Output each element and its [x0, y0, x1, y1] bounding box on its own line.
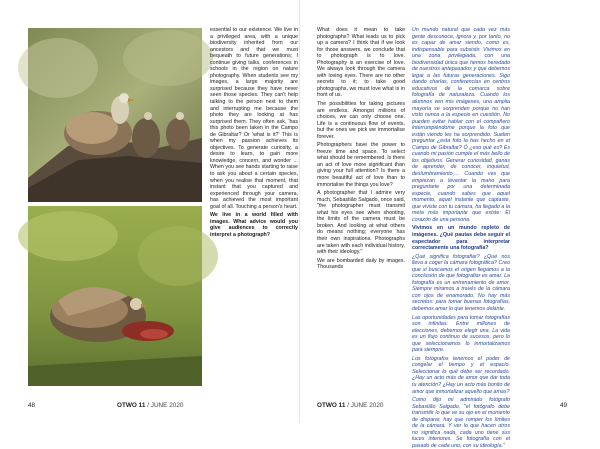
es-paragraph: Como dijo mi admirado fotógrafo Sebastião Salgado, "el fotógrafo debe transmitir lo que ve su ojo en el momento de disparar, hay que romper los límites de la cámara. Y ver lo que hacen otros no significa nada, cada uno tiene sus luces interiores. Se fotografía con el pasado de cada uno, con su ideología." — [412, 397, 510, 449]
photo-vulture-feeding-in-grass — [28, 206, 202, 386]
en-question: We live in a world filled with images. What advice would you give audiences to correctly interpret a photograph? — [210, 212, 298, 238]
article-column-english — [210, 27, 298, 389]
issue-date-right: JUNE 2020 — [350, 402, 384, 409]
article-column-english-continued — [317, 27, 405, 389]
issue-date-left: JUNE 2020 — [150, 402, 184, 409]
es-question: Vivimos en un mundo repleto de imágenes. ¿Qué pautas debe seguir el espectador para interpretar correctamente una fotografía? — [412, 225, 510, 252]
en-paragraph: Photographers have the power to freeze time and space. To select what should be remembered. Is there an act of love more significant than giving your full attention? Is there a more beautiful act of love than to immortalise the things you love? — [317, 142, 405, 188]
es-paragraph: ¿Qué significa fotografiar? ¿Qué nos lleva a coger la cámara fotográfica? Creo que si buscamos el origen llegamos a la conclusión de que fotografiar es amar. La fotografía es un entrenamiento de amor. Siempre miramos a través de la cámara con ojos de enamorado. No hay más secretos: para tomar buenas fotografías, debemos amar lo que tenemos delante. — [412, 253, 510, 312]
magazine-issue-right — [317, 402, 383, 409]
photo-vultures-on-rock — [28, 28, 202, 202]
issue-separator-right: / — [345, 402, 351, 409]
en-paragraph: A photographer that I admire very much, Sebastião Salgado, once said, "the photographer must transmit what his eyes see when shooting, the limits of the camera must be broken. And looking at what others do means nothing; everyone has their own inspirations. Photographs are taken with each individual history, with their ideology." — [317, 190, 405, 256]
magazine-issue-left — [117, 402, 183, 409]
en-paragraph: We are bombarded daily by images. Thousands — [317, 257, 405, 271]
es-paragraph: Los fotógrafos tenemos el poder de congelar el tiempo y el espacio. Seleccionar lo qué debe ser recordado. ¿Hay un acto más de amor que dar toda tu atención? ¿Hay un acto más bonito de amor que inmortalizar aquello que amas? — [412, 355, 510, 395]
issue-separator-left: / — [145, 402, 151, 409]
en-paragraph: The possibilities for taking pictures are endless. Amongst millions of choices, we can only choose one. Life is a continuous flow of events, but the ones we pick we immortalise forever. — [317, 101, 405, 140]
en-paragraph: essential to our existence. We live in a privileged area, with a unique biodiversity inherited from our ancestors and that we must bequeath to future generations; I continue giving talks, conferences in schools in the region on nature photography. When students see my images, a large majority are surprised because they have never seen those species. They can't help talking to the person next to them and interrupting me because the photo they are looking at has surprised them. They often ask, 'has this photo been taken in the Campo de Gibraltar? Or 'what is it?' This is when my passion achieves its objectives. To generate curiosity, a desire to learn, to gain more knowledge, concern, and wonder ... When you see hands starting to raise to ask you about a certain species, when you realise that moment, that instant that you captured and experienced through your camera, has achieved the most important goal of all. Touching a person's heart. — [210, 27, 298, 210]
magazine-name-left: OTWO 11 — [117, 402, 146, 409]
page-number-right: 49 — [560, 402, 568, 409]
magazine-name-right: OTWO 11 — [317, 402, 346, 409]
left-page — [0, 0, 300, 423]
en-paragraph: What does it mean to take photographs? What leads us to pick up a camera? I think that if we look for those answers, we conclude that to photograph is to love. Photography is an exercise of love. We always look through the camera with loving eyes. There are no other secrets to it; to take good photographs, we must love what is in front of us. — [317, 27, 405, 99]
page-number-left: 48 — [28, 402, 36, 409]
es-paragraph: Las oportunidades para tomar fotografías son infinitas. Entre millones de elecciones, debemos elegir una. La vida es un flujo continuo de sucesos, pero lo que seleccionamos lo inmortalizamos para siempre. — [412, 314, 510, 354]
es-paragraph: Un mundo natural que cada vez más gente desconoce, ignora y, por tanto, no es capaz de amar siendo, como es, indispensable para subsistir. Vivimos en una zona privilegiada, con una biodiversidad única que hemos heredado de nuestros antepasados y que debemos legar a las futuras generaciones. Sigo dando charlas, conferencias en centros educativos de la comarca sobre fotografía de naturaleza. Cuando los alumnos ven mis imágenes, una amplia mayoría se sorprenden porque no han visto nunca a la especie en cuestión. No pueden evitar hablar con el compañero interrumpiéndome porque la foto que están viendo les ha sorprendido. Suelen preguntar ¿esta foto la has hecho en el Campo de Gibraltar? Ó ¿eso qué es? Es cuando mi pasión cumple el más bello de los objetivos. Generar curiosidad, ganas de aprender, de conocer, inquietud, deslumbramiento,… Cuando ves que empiezan a levantar la mano para preguntarte por una determinada especie, cuando sabes que aquel momento, aquel instante que captaste, que viviste con tu cámara, ha llegado a la meta más importante que existe: El corazón de una persona. — [412, 27, 510, 223]
article-column-spanish — [412, 27, 510, 449]
